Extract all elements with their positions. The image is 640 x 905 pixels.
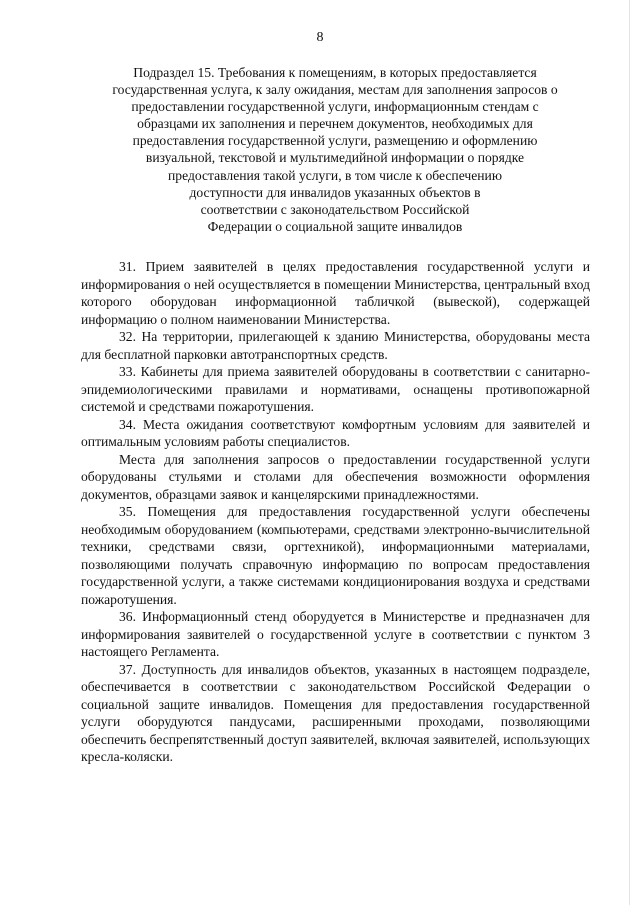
heading-line: Подраздел 15. Требования к помещениям, в которых предоставляется [133,65,537,80]
heading-line: государственная услуга, к залу ожидания, местам для заполнения запросов о [112,82,558,98]
scan-edge-line [629,0,630,905]
page-number: 8 [316,30,324,45]
heading-line: визуальной, текстовой и мультимедийной информации о порядке [145,150,525,166]
paragraph-34: 34. Места ожидания соответствуют комфортным условиям для заявителей и оптимальным условиям работы специалистов. [81,416,590,449]
paragraph-31: 31. Прием заявителей в целях предоставления государственной услуги и информирования о ней осуществляется в помещении Министерства, центральный вход которого оборудован информационной табличкой (вывеской), содержащей информацию о полном наименовании Министерства. [81,259,590,327]
heading-line: Федерации о социальной защите инвалидов [207,218,463,234]
paragraph-32: 32. На территории, прилегающей к зданию Министерства, оборудованы места для бесплатной парковки автотранспортных средств. [81,329,590,362]
heading-line: соответствии с законодательством Российской [200,201,470,217]
heading-line: предоставления такой услуги, в том числе к обеспечению [168,167,502,183]
paragraph-36: 36. Информационный стенд оборудуется в Министерстве и предназначен для информирования заявителей о государственной услуге в соответствии с пунктом 3 настоящего Регламента. [81,609,590,659]
heading-line: образцами их заполнения и перечнем документов, необходимых для [137,116,533,132]
paragraph-35: 35. Помещения для предоставления государственной услуги обеспечены необходимым оборудованием (компьютерами, средствами электронно-вычислительной техники, средствами связи, оргтехникой), информационными материалами, позволяющими получать справочную информацию по вопросам предоставления государственной услуги, а также системами кондиционирования воздуха и средствами пожаротушения. [81,504,590,607]
paragraph-37: 37. Доступность для инвалидов объектов, указанных в настоящем подразделе, обеспечивается в соответствии с законодательством Российской Федерации о социальной защите инвалидов. Помещения для предоставления государственной услуги оборудуются пандусами, расширенными проходами, позволяющими обеспечить беспрепятственный доступ заявителей, включая заявителей, использующих кресла-коляски. [81,661,590,764]
paragraph-34-places: Места для заполнения запросов о предоставлении государственной услуги оборудованы стульями и столами для обеспечения возможности оформления документов, образцами заявок и канцелярскими принадлежностями. [81,451,590,502]
heading-line: доступности для инвалидов указанных объектов в [189,184,481,200]
document-body [81,258,590,766]
subsection-heading [80,64,590,235]
heading-line: предоставлении государственной услуги, информационным стендам с [131,99,539,115]
heading-line: предоставления государственной услуги, размещению и оформлению [132,133,538,149]
paragraph-33: 33. Кабинеты для приема заявителей оборудованы в соответствии с санитарно-эпидемиологическими правилами и нормативами, оснащены противопожарной системой и средствами пожаротушения. [81,364,590,414]
